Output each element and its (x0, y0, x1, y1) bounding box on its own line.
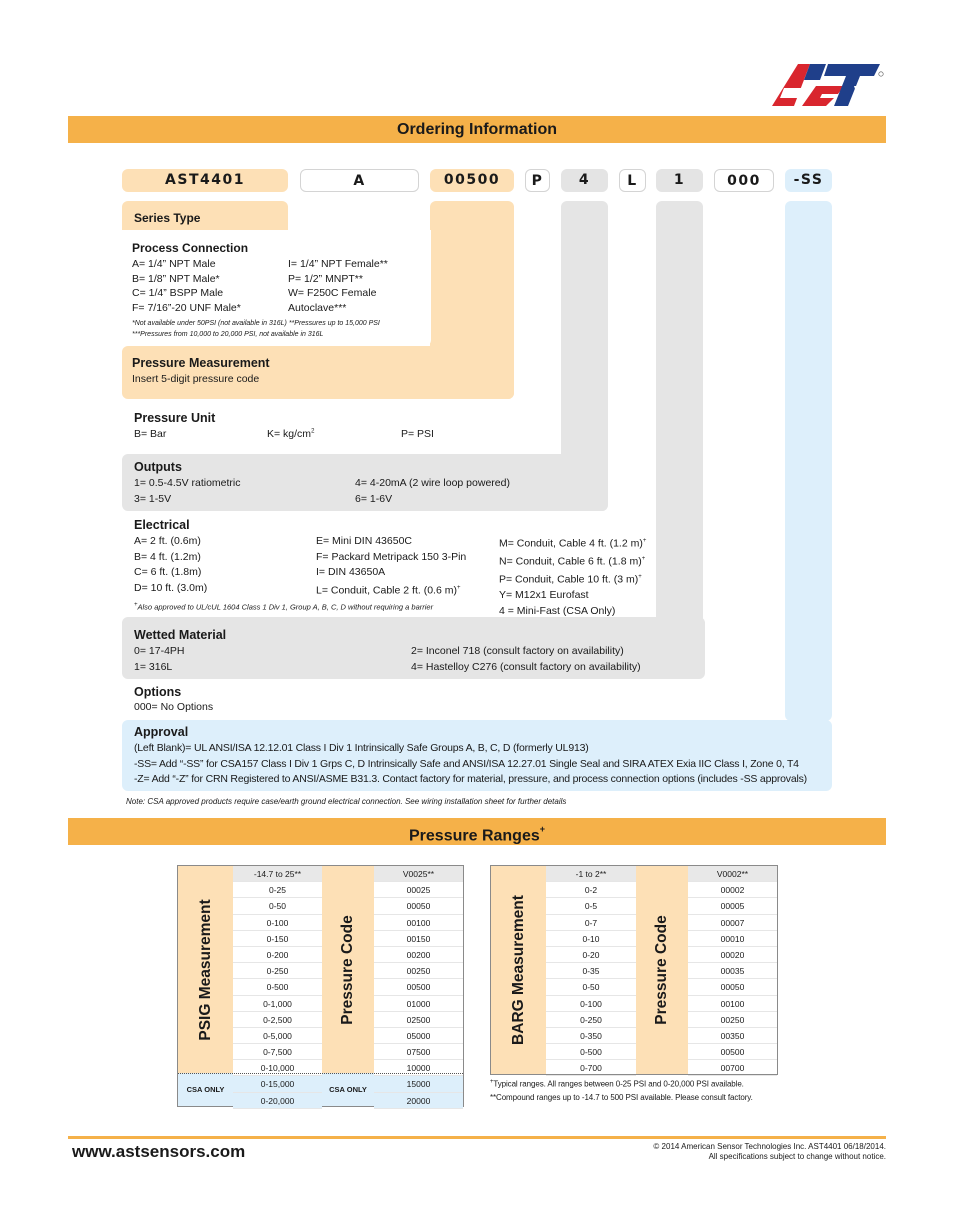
psig-csa-code-cell (322, 1073, 374, 1106)
pressure-measurement-heading: Pressure Measurement (132, 356, 270, 370)
pc-option-a: A= 1/4” NPT Male (132, 258, 216, 270)
psig-code-label-cell (322, 866, 374, 1073)
barg-label-cell (491, 866, 546, 1074)
elec-option-l-sup: + (456, 584, 461, 591)
pc-option-w: W= F250C Female (288, 287, 377, 300)
psig-code-cell: V0025** (374, 866, 463, 882)
psig-code-cell: 00500 (374, 979, 463, 995)
pc-option-autoclave: Autoclave*** (288, 302, 347, 315)
pressure-footnote-1 (490, 1079, 744, 1089)
psig-table (177, 865, 464, 1107)
barg-code-cell: 00500 (688, 1044, 777, 1060)
psig-label-cell (178, 866, 233, 1073)
barg-code-cell: 00005 (688, 898, 777, 914)
footer-legal (653, 1142, 886, 1162)
barg-code-label: Pressure Code (653, 915, 670, 1025)
pressure-ranges-header-bar (68, 818, 886, 845)
psig-range-cell: 0-20,000 (233, 1093, 322, 1109)
psig-code-cell: 00250 (374, 963, 463, 979)
elec-option-n-sup: + (641, 556, 646, 562)
elec-option-c: C= 6 ft. (1.8m) (134, 566, 202, 578)
pressure-footnote-2: **Compound ranges up to -14.7 to 500 PSI available. Please consult factory. (490, 1093, 753, 1102)
approval-heading: Approval (134, 725, 189, 739)
pressure-unit-psi: P= PSI (401, 428, 434, 440)
code-output: 4 (561, 169, 608, 192)
electrical-note (134, 602, 433, 612)
barg-range-cell: 0-250 (546, 1012, 636, 1028)
approval-column (785, 201, 832, 721)
code-electrical: L (619, 169, 646, 192)
barg-table (490, 865, 778, 1075)
psig-range-cell: 0-25 (233, 882, 322, 898)
wetted-material-heading: Wetted Material (134, 628, 227, 642)
footer-copyright: © 2014 American Sensor Technologies Inc. AST4401 06/18/2014. (653, 1142, 886, 1151)
barg-codes-column (688, 866, 777, 1076)
pc-option-p: P= 1/2” MNPT** (288, 272, 363, 285)
pressure-unit-kg-sup: 2 (311, 428, 315, 435)
barg-code-cell: 00002 (688, 882, 777, 898)
barg-code-cell: 00020 (688, 947, 777, 963)
pressure-unit-kg-text: K= kg/cm (267, 428, 312, 440)
options-heading: Options (134, 685, 182, 699)
outputs-right (355, 476, 510, 507)
code-series: AST4401 (122, 169, 288, 192)
wetted-material-left (134, 644, 185, 675)
elec-option-b: B= 4 ft. (1.2m) (134, 550, 201, 563)
barg-code-cell: 00250 (688, 1012, 777, 1028)
output-option-6: 6= 1-6V (355, 492, 393, 505)
psig-code-label: Pressure Code (339, 914, 356, 1025)
barg-range-cell: -1 to 2** (546, 866, 636, 882)
barg-code-label-cell (636, 866, 688, 1074)
ordering-note: Note: CSA approved products require case/earth ground electrical connection. See wiring installation sheet for further details (126, 797, 567, 806)
psig-code-cell: 00200 (374, 947, 463, 963)
code-approval: -SS (785, 169, 832, 192)
electrical-col1 (134, 534, 207, 596)
elec-option-n (499, 552, 646, 570)
pressure-measurement-text: Insert 5-digit pressure code (132, 373, 260, 385)
elec-option-m (499, 534, 646, 552)
barg-code-cell: 00010 (688, 931, 777, 947)
wetted-option-1: 1= 316L (134, 660, 173, 673)
footer-divider (68, 1136, 886, 1139)
psig-range-cell: 0-10,000 (233, 1060, 322, 1076)
elec-option-i: I= DIN 43650A (316, 566, 386, 578)
psig-code-cell: 20000 (374, 1093, 463, 1109)
psig-range-cell: 0-250 (233, 963, 322, 979)
elec-option-n-text: N= Conduit, Cable 6 ft. (1.8 m) (499, 555, 642, 568)
psig-range-cell: 0-500 (233, 979, 322, 995)
approval-lines (134, 741, 807, 788)
footer-disclaimer: All specifications subject to change without notice. (708, 1152, 886, 1161)
elec-option-p-sup: + (638, 574, 642, 580)
psig-code-cell: 07500 (374, 1044, 463, 1060)
barg-range-cell: 0-350 (546, 1028, 636, 1044)
process-connection-right (288, 257, 388, 316)
psig-range-cell: 0-2,500 (233, 1012, 322, 1028)
series-type-heading: Series Type (134, 211, 201, 225)
elec-option-d: D= 10 ft. (3.0m) (134, 581, 208, 594)
wetted-option-2: 2= Inconel 718 (consult factory on availability) (411, 645, 624, 657)
psig-code-cell: 02500 (374, 1012, 463, 1028)
ordering-title: Ordering Information (397, 121, 557, 138)
psig-range-cell: 0-200 (233, 947, 322, 963)
output-option-4: 4= 4-20mA (2 wire loop powered) (355, 477, 510, 489)
electrical-note-text: Also approved to UL/cUL 1604 Class 1 Div 1, Group A, B, C, D without requiring a barrier (137, 602, 434, 612)
code-pressure-unit: P (525, 169, 550, 192)
elec-option-l-text: L= Conduit, Cable 2 ft. (0.6 m) (316, 584, 457, 596)
ordering-header-bar (68, 116, 886, 143)
barg-range-cell: 0-100 (546, 996, 636, 1012)
psig-range-cell: 0-100 (233, 915, 322, 931)
psig-code-cell: 00025 (374, 882, 463, 898)
barg-code-cell: 00100 (688, 996, 777, 1012)
psig-csa-divider (178, 1073, 463, 1074)
pressure-unit-heading: Pressure Unit (134, 411, 216, 425)
pressure-ranges-title (68, 818, 886, 849)
code-process-connection: A (300, 169, 419, 192)
elec-option-m-sup: + (642, 538, 647, 544)
psig-csa-code-label: CSA ONLY (329, 1085, 367, 1094)
wetted-option-0: 0= 17-4PH (134, 645, 185, 657)
process-connection-heading: Process Connection (132, 241, 249, 255)
electrical-col2 (316, 534, 466, 599)
psig-code-cell: 10000 (374, 1060, 463, 1076)
barg-code-cell: 00050 (688, 979, 777, 995)
psig-range-cell: -14.7 to 25** (233, 866, 322, 882)
barg-code-cell: 00035 (688, 963, 777, 979)
outputs-heading: Outputs (134, 460, 182, 474)
pc-option-c: C= 1/4” BSPP Male (132, 287, 224, 300)
outputs-left (134, 476, 241, 507)
barg-range-cell: 0-500 (546, 1044, 636, 1060)
barg-range-cell: 0-7 (546, 915, 636, 931)
psig-csa-label: CSA ONLY (186, 1085, 225, 1094)
pc-option-f: F= 7/16”-20 UNF Male* (132, 302, 241, 315)
elec-option-e: E= Mini DIN 43650C (316, 535, 413, 547)
psig-code-cell: 00050 (374, 898, 463, 914)
pressure-unit-kg (267, 428, 314, 440)
psig-range-cell: 0-1,000 (233, 996, 322, 1012)
approval-option-ss: -SS= Add “-SS” for CSA157 Class I Div 1 Grps C, D Intrinsically Safe and ANSI/ISA 12.27.01 Single Seal and SIRA ATEX Exia IIC Class I, Zone 0, T4 (134, 757, 799, 770)
pressure-footnote-1-text: Typical ranges. All ranges between 0-25 PSI and 0-20,000 PSI available. (493, 1079, 744, 1089)
barg-range-cell: 0-50 (546, 979, 636, 995)
pc-option-b: B= 1/8” NPT Male* (132, 272, 220, 285)
elec-option-y: Y= M12x1 Eurofast (499, 589, 589, 601)
barg-range-cell: 0-700 (546, 1060, 636, 1076)
psig-range-cell: 0-5,000 (233, 1028, 322, 1044)
psig-code-cell: 05000 (374, 1028, 463, 1044)
code-wetted-material: 1 (656, 169, 703, 192)
process-connection-note-1: *Not available under 50PSI (not available in 316L) **Pressures up to 15,000 PSI (132, 320, 380, 327)
barg-code-cell: 00007 (688, 915, 777, 931)
barg-range-cell: 0-10 (546, 931, 636, 947)
process-connection-left (132, 257, 241, 316)
psig-range-cell: 0-15,000 (233, 1076, 322, 1092)
elec-option-4: 4 = Mini-Fast (CSA Only) (499, 604, 616, 617)
code-pressure: 00500 (430, 169, 514, 192)
psig-range-cell: 0-7,500 (233, 1044, 322, 1060)
pc-option-i: I= 1/4” NPT Female** (288, 258, 388, 270)
psig-csa-cell (178, 1073, 233, 1106)
psig-code-cell: 01000 (374, 996, 463, 1012)
psig-range-cell: 0-50 (233, 898, 322, 914)
barg-label: BARG Measurement (509, 895, 527, 1045)
wetted-material-right (411, 644, 641, 675)
electrical-note-sup: + (134, 602, 138, 608)
barg-code-cell: 00700 (688, 1060, 777, 1076)
barg-code-cell: 00350 (688, 1028, 777, 1044)
pressure-unit-bar: B= Bar (134, 428, 167, 440)
process-connection-note-2: ***Pressures from 10,000 to 20,000 PSI, not available in 316L (132, 331, 324, 338)
wetted-material-column (656, 201, 703, 679)
pressure-ranges-title-text: Pressure Ranges (409, 827, 540, 845)
psig-code-cell: 15000 (374, 1076, 463, 1092)
elec-option-a: A= 2 ft. (0.6m) (134, 535, 201, 547)
approval-option-z: -Z= Add “-Z” for CRN Registered to ANSI/ASME B31.3. Contact factory for material, pressure, and process connection options (includes -SS approvals) (134, 773, 807, 785)
wetted-option-4: 4= Hastelloy C276 (consult factory on availability) (411, 660, 641, 673)
barg-range-cell: 0-2 (546, 882, 636, 898)
barg-code-cell: V0002** (688, 866, 777, 882)
ast-logo (770, 62, 886, 108)
options-text: 000= No Options (134, 701, 214, 713)
output-option-1: 1= 0.5-4.5V ratiometric (134, 477, 241, 489)
elec-option-l (316, 581, 466, 599)
psig-range-cell: 0-150 (233, 931, 322, 947)
elec-option-p-text: P= Conduit, Cable 10 ft. (3 m) (499, 573, 639, 586)
psig-code-cell: 00150 (374, 931, 463, 947)
psig-label: PSIG Measurement (196, 898, 214, 1041)
pressure-footnote-1-sup: + (490, 1079, 494, 1085)
approval-option-blank: (Left Blank)= UL ANSI/ISA 12.12.01 Class I Div 1 Intrinsically Safe Groups A, B, C, D (formerly UL913) (134, 742, 589, 754)
code-options: 000 (714, 169, 774, 192)
barg-range-cell: 0-5 (546, 898, 636, 914)
psig-code-cell: 00100 (374, 915, 463, 931)
elec-option-p (499, 570, 646, 588)
output-option-3: 3= 1-5V (134, 492, 172, 505)
elec-option-f: F= Packard Metripack 150 3-Pin (316, 550, 467, 563)
elec-option-m-text: M= Conduit, Cable 4 ft. (1.2 m) (499, 537, 643, 550)
electrical-col3 (499, 534, 646, 619)
barg-range-cell: 0-20 (546, 947, 636, 963)
barg-range-cell: 0-35 (546, 963, 636, 979)
pressure-ranges-title-sup: + (539, 824, 545, 834)
electrical-heading: Electrical (134, 518, 190, 532)
barg-ranges-column (546, 866, 636, 1076)
website-link[interactable]: www.astsensors.com (72, 1142, 246, 1161)
